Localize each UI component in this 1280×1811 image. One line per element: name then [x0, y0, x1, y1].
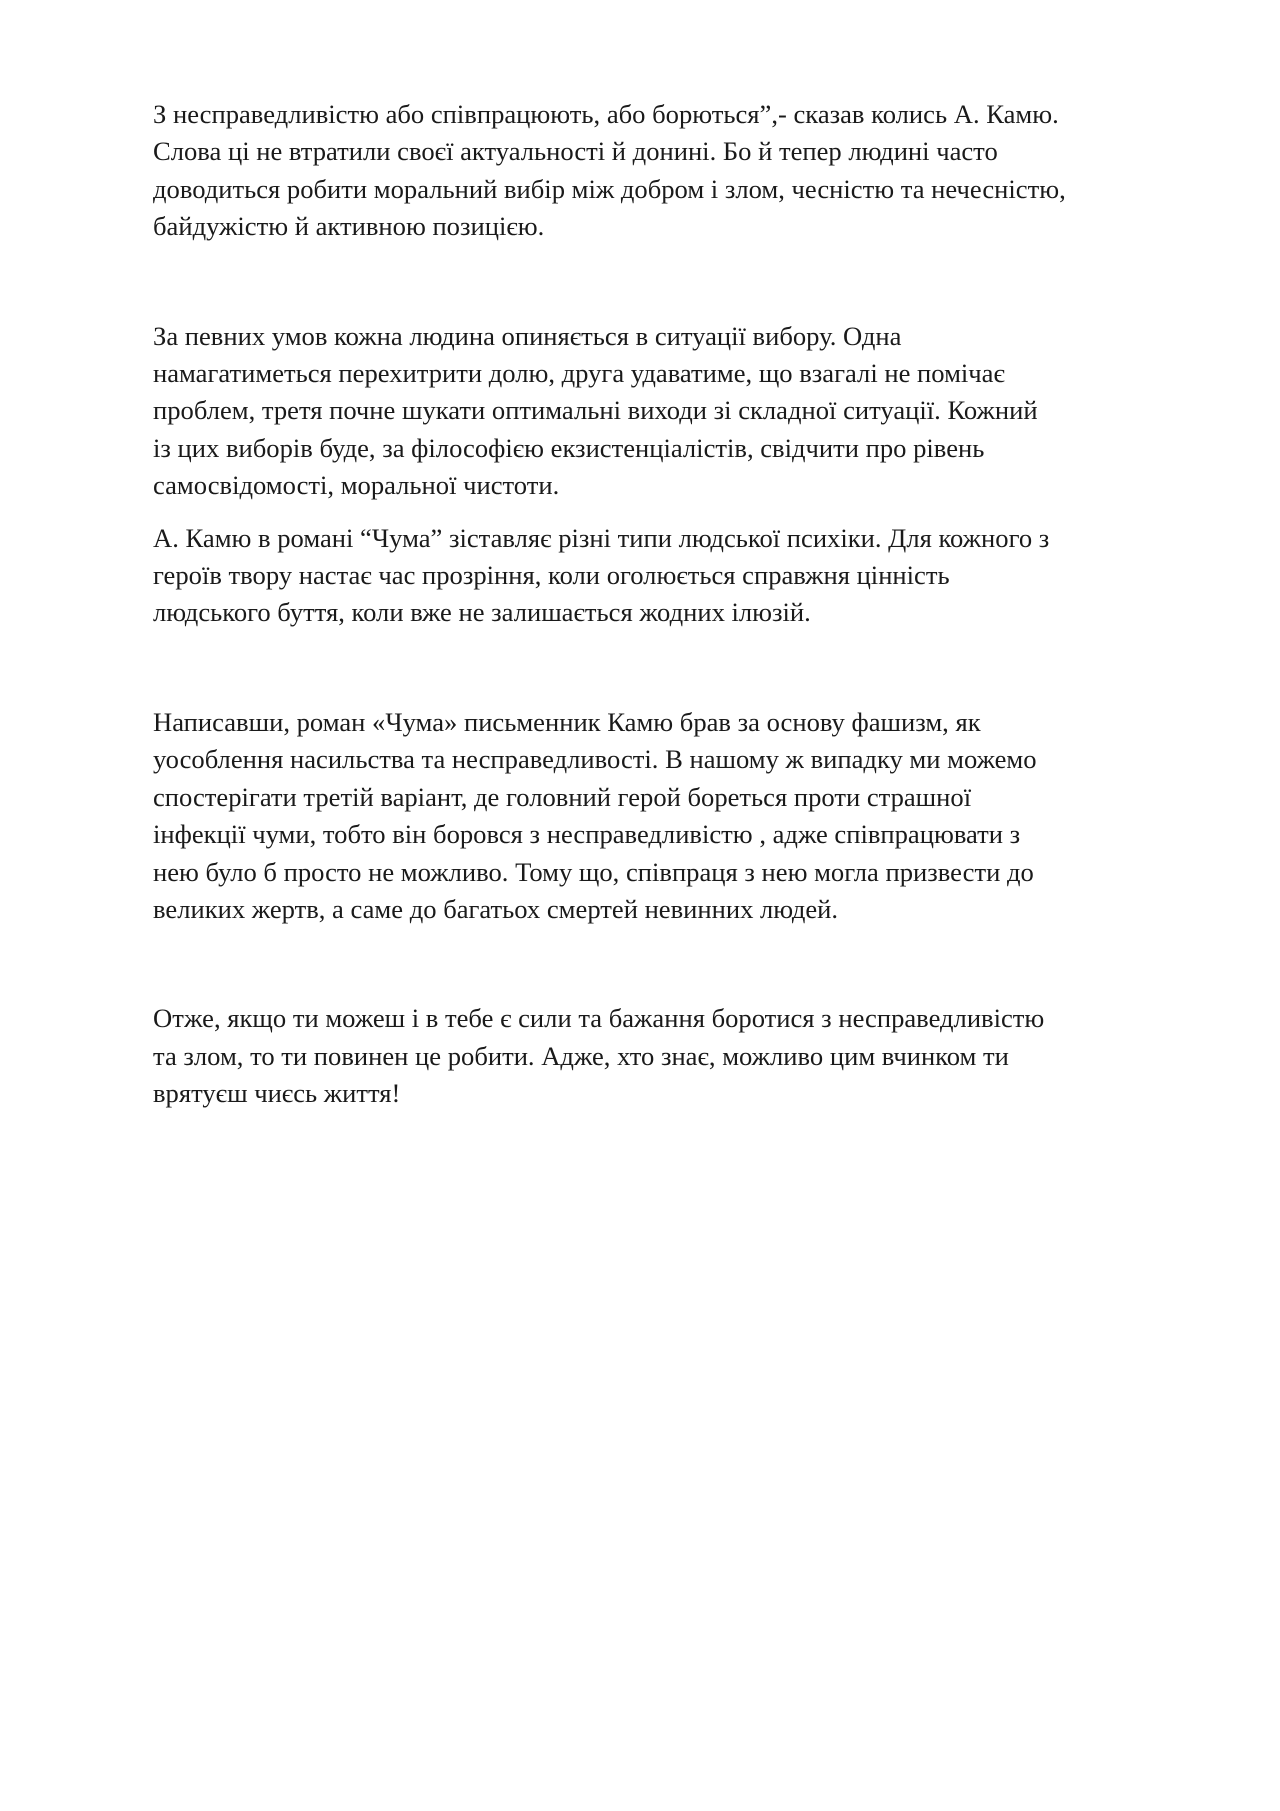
paragraph-spacer — [153, 928, 1203, 1000]
text-line: нею було б просто не можливо. Тому що, співпраця з нею могла призвести до — [153, 856, 1034, 887]
text-line: великих жертв, а саме до багатьох смертей невинних людей. — [153, 893, 839, 924]
paragraph-spacer — [153, 246, 1203, 318]
paragraph-intro-quote — [153, 96, 1203, 246]
text-line: намагатиметься перехитрити долю, друга удаватиме, що взагалі не помічає — [153, 358, 1005, 389]
paragraph-conclusion — [153, 1000, 1203, 1112]
text-line: інфекції чуми, тобто він боровся з несправедливістю , адже співпрацювати з — [153, 819, 1021, 850]
paragraph-spacer — [153, 505, 1203, 520]
text-line: людського буття, коли вже не залишається жодних ілюзій. — [153, 597, 811, 628]
text-line: За певних умов кожна людина опиняється в ситуації вибору. Одна — [153, 320, 902, 351]
paragraph-fascism — [153, 704, 1203, 928]
text-line: байдужістю й активною позицією. — [153, 211, 545, 242]
text-line: Слова ці не втратили своєї актуальності й донині. Бо й тепер людині часто — [153, 136, 998, 167]
text-line: А. Камю в романі “Чума” зіставляє різні типи людської психіки. Для кожного з — [153, 522, 1050, 553]
text-line: самосвідомості, моральної чистоти. — [153, 470, 560, 501]
text-line: із цих виборів буде, за філософією екзистенціалістів, свідчити про рівень — [153, 432, 985, 463]
text-line: Написавши, роман «Чума» письменник Камю брав за основу фашизм, як — [153, 706, 981, 737]
text-line: врятуєш чиєсь життя! — [153, 1078, 401, 1109]
text-line: Отже, якщо ти можеш і в тебе є сили та бажання боротися з несправедливістю — [153, 1003, 1045, 1034]
text-line: та злом, то ти повинен це робити. Адже, хто знає, можливо цим вчинком ти — [153, 1040, 1009, 1071]
paragraph-choice-situation — [153, 318, 1203, 505]
paragraph-spacer — [153, 632, 1203, 704]
text-line: проблем, третя почне шукати оптимальні виходи зі складної ситуації. Кожний — [153, 395, 1038, 426]
paragraph-plague-novel — [153, 520, 1203, 632]
text-line: доводиться робити моральний вибір між добром і злом, чесністю та нечесністю, — [153, 173, 1066, 204]
text-line: З несправедливістю або співпрацюють, або борються”,- сказав колись А. Камю. — [153, 99, 1059, 129]
text-line: героїв твору настає час прозріння, коли оголюється справжня цінність — [153, 560, 950, 591]
document-body — [153, 96, 1203, 1113]
text-line: уособлення насильства та несправедливості. В нашому ж випадку ми можемо — [153, 744, 1037, 775]
text-line: спостерігати третій варіант, де головний герой бореться проти страшної — [153, 781, 972, 812]
